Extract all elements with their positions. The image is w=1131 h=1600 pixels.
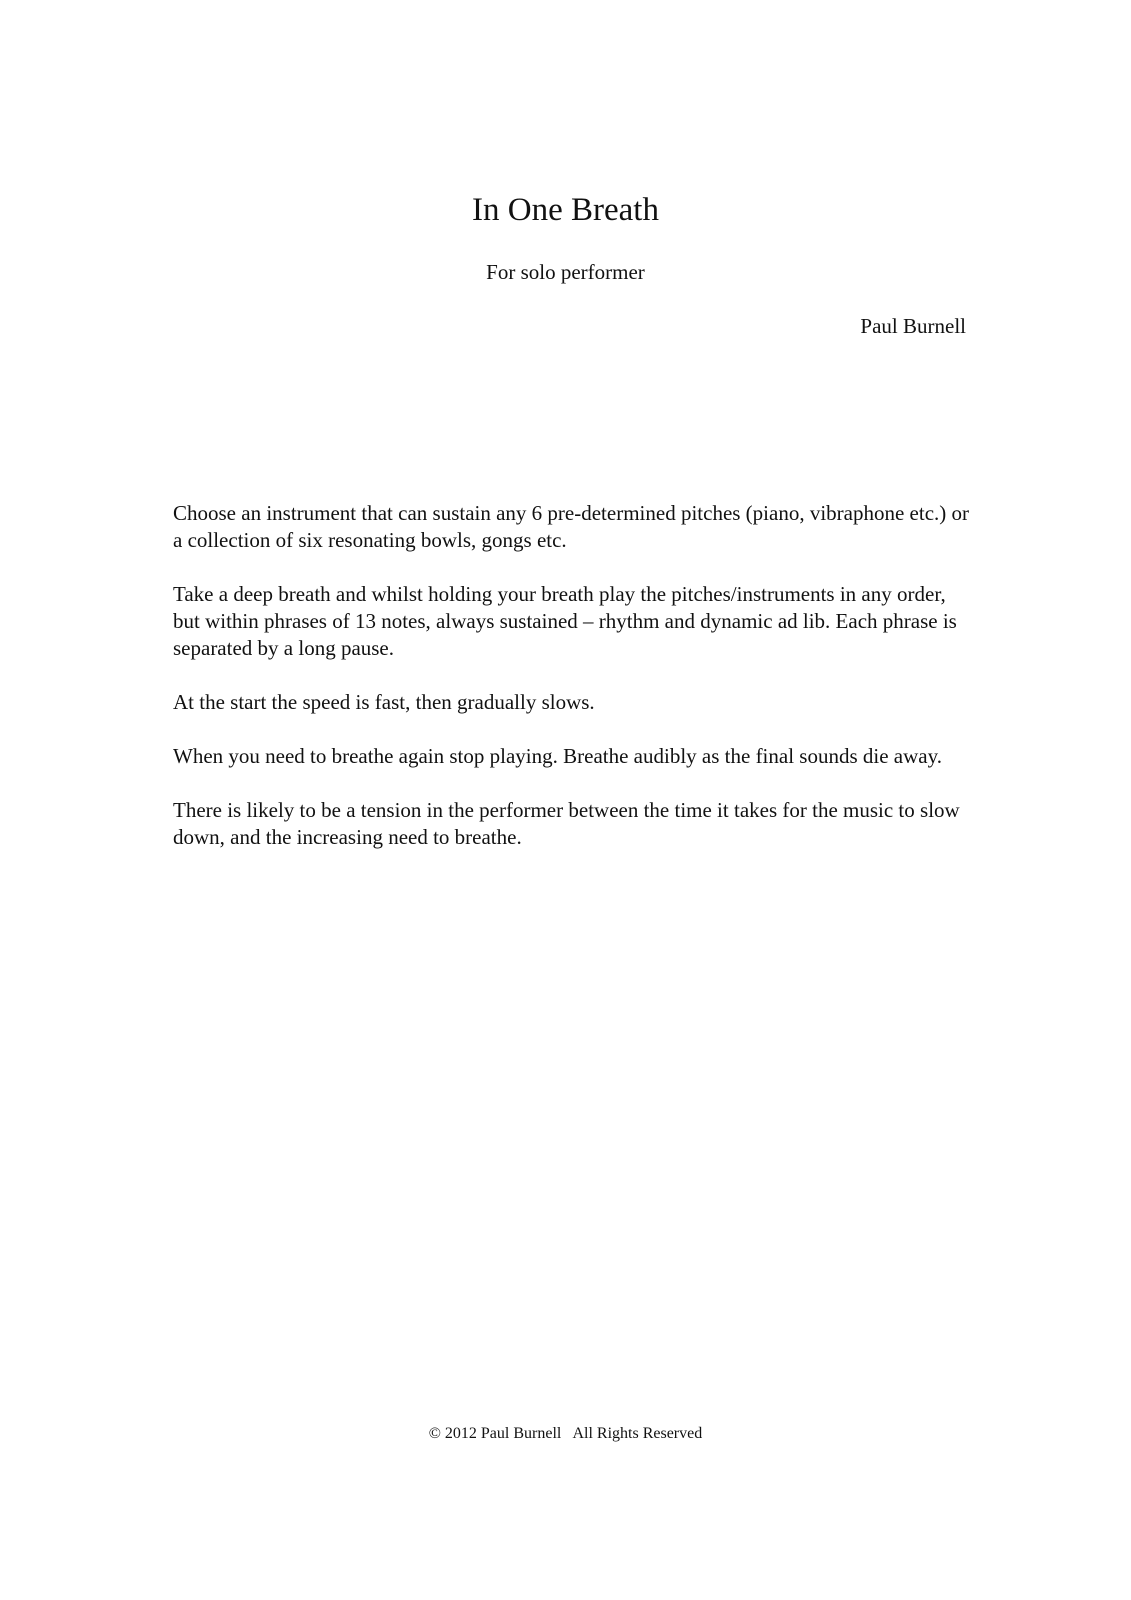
copyright-footer: © 2012 Paul Burnell All Rights Reserved <box>428 1425 703 1442</box>
subtitle: For solo performer <box>486 260 645 284</box>
paragraph: At the start the speed is fast, then gradually slows. <box>173 690 595 714</box>
paragraph: Take a deep breath and whilst holding your breath play the pitches/instruments in any order, but within phrases of 13 notes, always sustained – rhythm and dynamic ad lib. Each phrase is separated by a long pause. <box>173 582 957 660</box>
page-title: In One Breath <box>472 192 659 228</box>
instructions-body <box>173 500 973 878</box>
paragraph: There is likely to be a tension in the performer between the time it takes for the music to slow down, and the increasing need to breathe. <box>173 798 960 849</box>
author: Paul Burnell <box>860 314 966 338</box>
paragraph: When you need to breathe again stop playing. Breathe audibly as the final sounds die away. <box>173 744 942 768</box>
paragraph: Choose an instrument that can sustain any 6 pre-determined pitches (piano, vibraphone etc.) or a collection of six resonating bowls, gongs etc. <box>173 501 970 552</box>
